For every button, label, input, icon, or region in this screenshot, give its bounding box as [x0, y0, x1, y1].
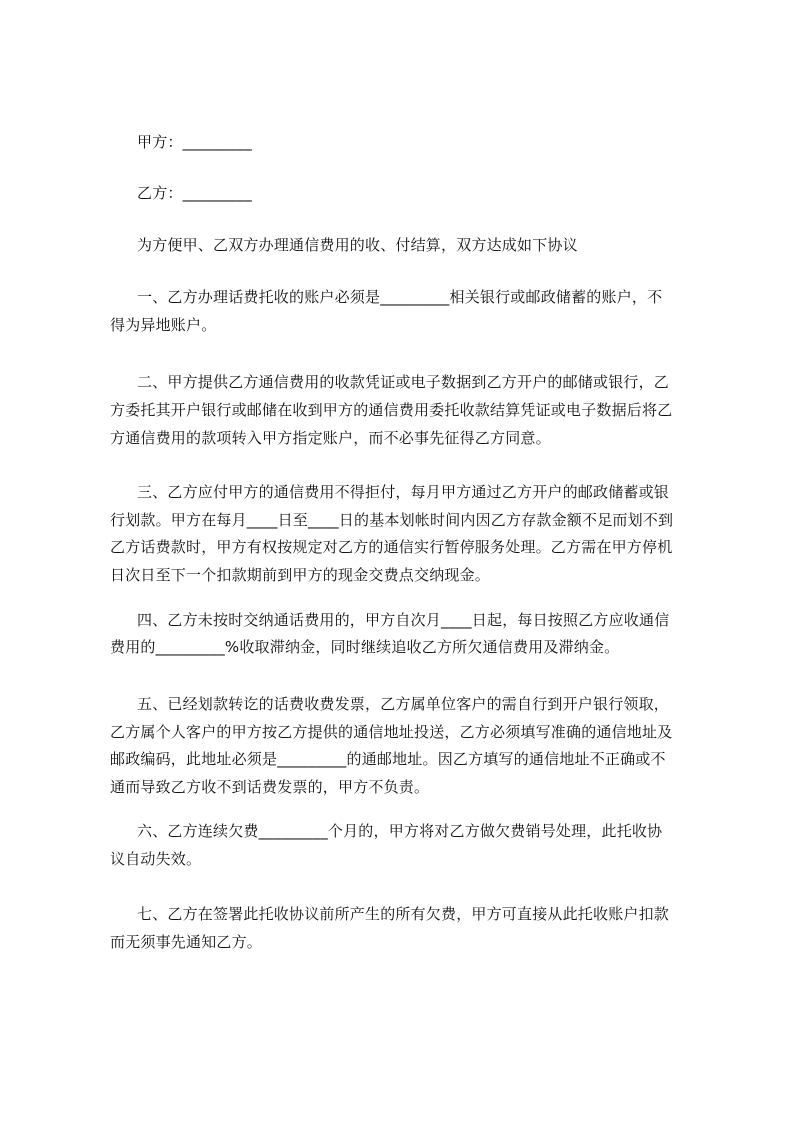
clause-line: 行划款。甲方在每月____日至____日的基本划帐时间内因乙方存款金额不足而划不到 [110, 511, 674, 529]
clause-line: 二、甲方提供乙方通信费用的收款凭证或电子数据到乙方开户的邮储或银行，乙 [137, 373, 670, 391]
clause-line: 通而导致乙方收不到话费发票的，甲方不负责。 [110, 778, 430, 796]
clause-line: 四、乙方未按时交纳通话费用的，甲方自次月____日起，每日按照乙方应收通信 [137, 611, 670, 629]
clause-line: 得为异地账户。 [110, 316, 217, 334]
clause-line: 而无须事先通知乙方。 [110, 933, 263, 951]
party-b-line: 乙方：_________ [137, 184, 252, 202]
clause-line: 乙方话费款时，甲方有权按规定对乙方的通信实行暂停服务处理。乙方需在甲方停机 [110, 538, 673, 556]
party-a-line: 甲方：_________ [137, 133, 252, 151]
clause-line: 三、乙方应付甲方的通信费用不得拒付，每月甲方通过乙方开户的邮政储蓄或银 [137, 483, 670, 501]
clause-line: 邮政编码，此地址必须是_________的通邮地址。因乙方填写的通信地址不正确或不 [110, 750, 666, 768]
clause-line: 七、乙方在签署此托收协议前所产生的所有欠费，甲方可直接从此托收账户扣款 [137, 905, 670, 923]
intro-paragraph: 为方便甲、乙双方办理通信费用的收、付结算，双方达成如下协议 [137, 236, 578, 254]
clause-line: 日次日至下一个扣款期前到甲方的现金交费点交纳现金。 [110, 566, 491, 584]
clause-line: 方通信费用的款项转入甲方指定账户，而不必事先征得乙方同意。 [110, 429, 551, 447]
clause-line: 一、乙方办理话费托收的账户必须是_________相关银行或邮政储蓄的账户，不 [137, 288, 663, 306]
clause-line: 费用的_________%收取滞纳金，同时继续追收乙方所欠通信费用及滞纳金。 [110, 638, 620, 656]
clause-line: 六、乙方连续欠费_________个月的，甲方将对乙方做欠费销号处理，此托收协 [137, 822, 663, 840]
clause-line: 议自动失效。 [110, 850, 202, 868]
clause-line: 方委托其开户银行或邮储在收到甲方的通信费用委托收款结算凭证或电子数据后将乙 [110, 401, 673, 419]
clause-line: 乙方属个人客户的甲方按乙方提供的通信地址投送，乙方必须填写准确的通信地址及 [110, 723, 673, 741]
clause-line: 五、已经划款转讫的话费收费发票，乙方属单位客户的需自行到开户银行领取， [137, 695, 670, 713]
